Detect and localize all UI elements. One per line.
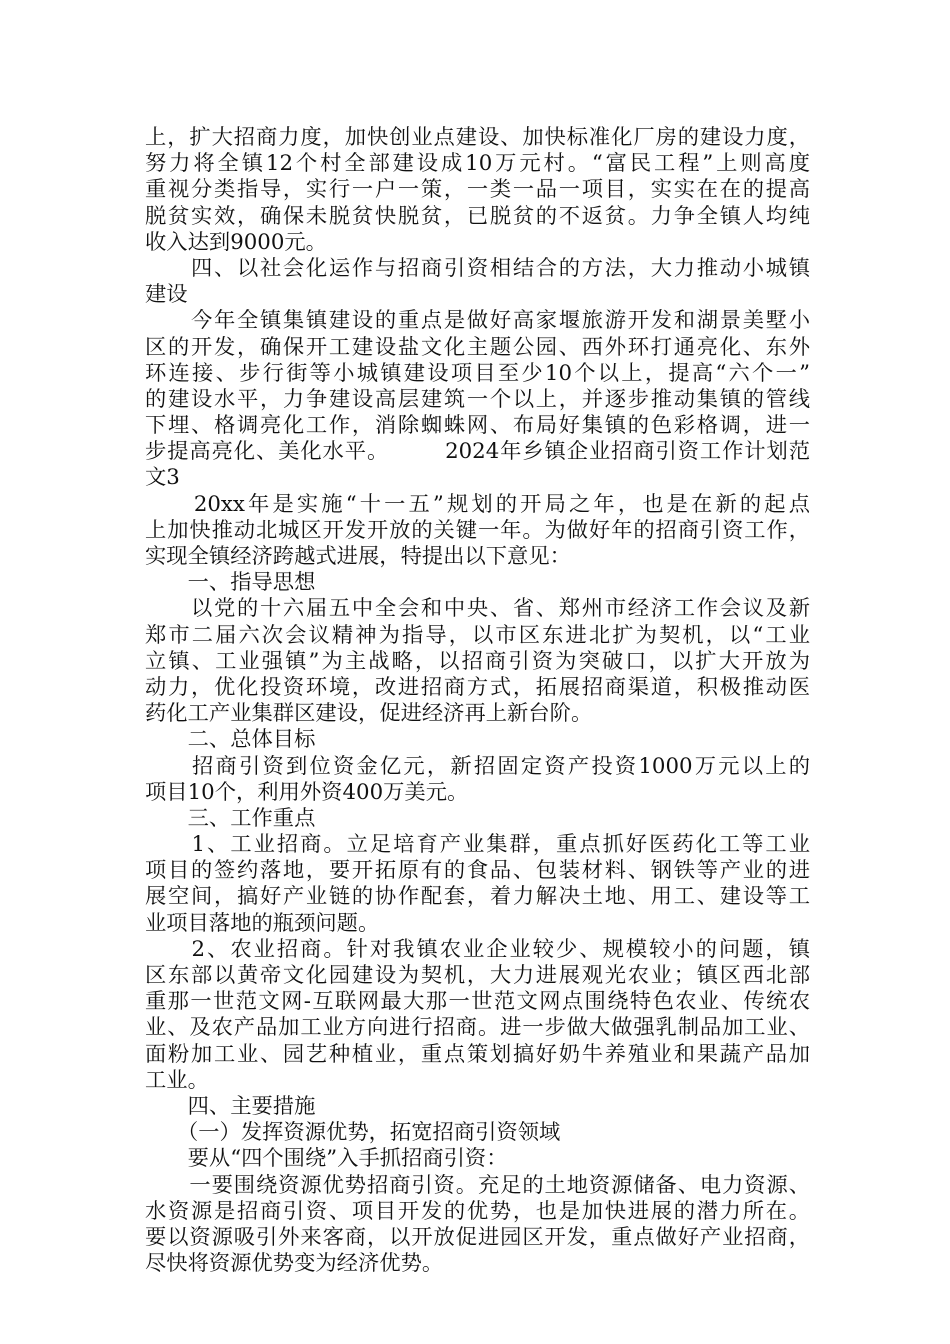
text-line: 实现全镇经济跨越式进展，特提出以下意见： — [145, 544, 571, 569]
text-line: 上，扩大招商力度，加快创业点建设、加快标准化厂房的建设力度， — [145, 125, 810, 150]
text-line: 以党的十六届五中全会和中央、省、郑州市经济工作会议及新 — [145, 596, 810, 622]
text-line: 面粉加工业、园艺种植业，重点策划搞好奶牛养殖业和果蔬产品加 — [145, 1041, 810, 1067]
text-line: 2、农业招商。针对我镇农业企业较少、规模较小的问题，镇 — [145, 936, 810, 962]
text-line: 工业。 — [145, 1067, 209, 1093]
text-line: 要从“四个围绕”入手抓招商引资： — [145, 1146, 508, 1172]
text-line: 业项目落地的瓶颈问题。 — [145, 910, 380, 936]
text-line: 招商引资到位资金亿元，新招固定资产投资1000万元以上的 — [145, 753, 810, 779]
text-line: 建设 — [145, 282, 188, 308]
document-body — [145, 125, 810, 1277]
text-line: 尽快将资源优势变为经济优势。 — [145, 1251, 444, 1277]
text-line: 步提高亮化、美化水平。 2024年乡镇企业招商引资工作计划范 — [145, 439, 810, 465]
text-line: （一）发挥资源优势，拓宽招商引资领域 — [145, 1120, 561, 1146]
text-line: 二、总体目标 — [145, 727, 316, 753]
text-line: 的建设水平，力争建设高层建筑一个以上，并逐步推动集镇的管线 — [145, 386, 810, 412]
text-line: 收入达到9000元。 — [145, 229, 327, 255]
text-line: 重视分类指导，实行一户一策，一类一品一项目，实实在在的提高 — [145, 177, 810, 203]
text-line: 努力将全镇12个村全部建设成10万元村。“富民工程”上则高度 — [145, 151, 810, 177]
text-line: 脱贫实效，确保未脱贫快脱贫，已脱贫的不返贫。力争全镇人均纯 — [145, 203, 810, 229]
text-line: 药化工产业集群区建设，促进经济再上新台阶。 — [145, 701, 593, 727]
text-line: 今年全镇集镇建设的重点是做好高家堰旅游开发和湖景美墅小 — [145, 308, 810, 334]
text-line: 三、工作重点 — [145, 805, 316, 831]
text-line: 一要围绕资源优势招商引资。充足的土地资源储备、电力资源、 — [145, 1172, 810, 1198]
text-line: 项目的签约落地，要开拓原有的食品、包装材料、钢铁等产业的进 — [145, 858, 810, 884]
text-line: 区的开发，确保开工建设盐文化主题公园、西外环打通亮化、东外 — [145, 334, 810, 360]
text-line: 重那一世范文网-互联网最大那一世范文网点围绕特色农业、传统农 — [145, 989, 810, 1015]
text-line: 业、及农产品加工业方向进行招商。进一步做大做强乳制品加工业、 — [145, 1015, 810, 1041]
text-line: 一、指导思想 — [145, 570, 316, 596]
text-line: 水资源是招商引资、项目开发的优势，也是加快进展的潜力所在。 — [145, 1198, 810, 1224]
text-line: 下埋、格调亮化工作，消除蜘蛛网、布局好集镇的色彩格调，进一 — [145, 413, 810, 439]
text-line: 1、工业招商。立足培育产业集群，重点抓好医药化工等工业 — [145, 832, 810, 858]
text-line: 20xx年是实施“十一五”规划的开局之年，也是在新的起点 — [145, 491, 810, 517]
text-line: 四、以社会化运作与招商引资相结合的方法，大力推动小城镇 — [145, 255, 810, 281]
text-line: 展空间，搞好产业链的协作配套，着力解决土地、用工、建设等工 — [145, 884, 810, 910]
text-line: 区东部以黄帝文化园建设为契机，大力进展观光农业；镇区西北部 — [145, 963, 810, 988]
text-line: 立镇、工业强镇”为主战略，以招商引资为突破口，以扩大开放为 — [145, 648, 810, 674]
text-line: 环连接、步行街等小城镇建设项目至少10个以上，提高“六个一” — [145, 360, 810, 386]
text-line: 四、主要措施 — [145, 1093, 316, 1119]
text-line: 上加快推动北城区开发开放的关键一年。为做好年的招商引资工作， — [145, 517, 810, 543]
text-line: 项目10个，利用外资400万美元。 — [145, 779, 469, 805]
text-line: 要以资源吸引外来客商，以开放促进园区开发，重点做好产业招商， — [145, 1224, 810, 1250]
text-line: 动力，优化投资环境，改进招商方式，拓展招商渠道，积极推动医 — [145, 674, 810, 700]
text-line: 郑市二届六次会议精神为指导，以市区东进北扩为契机，以“工业 — [145, 622, 810, 648]
text-line: 文3 — [145, 465, 180, 491]
